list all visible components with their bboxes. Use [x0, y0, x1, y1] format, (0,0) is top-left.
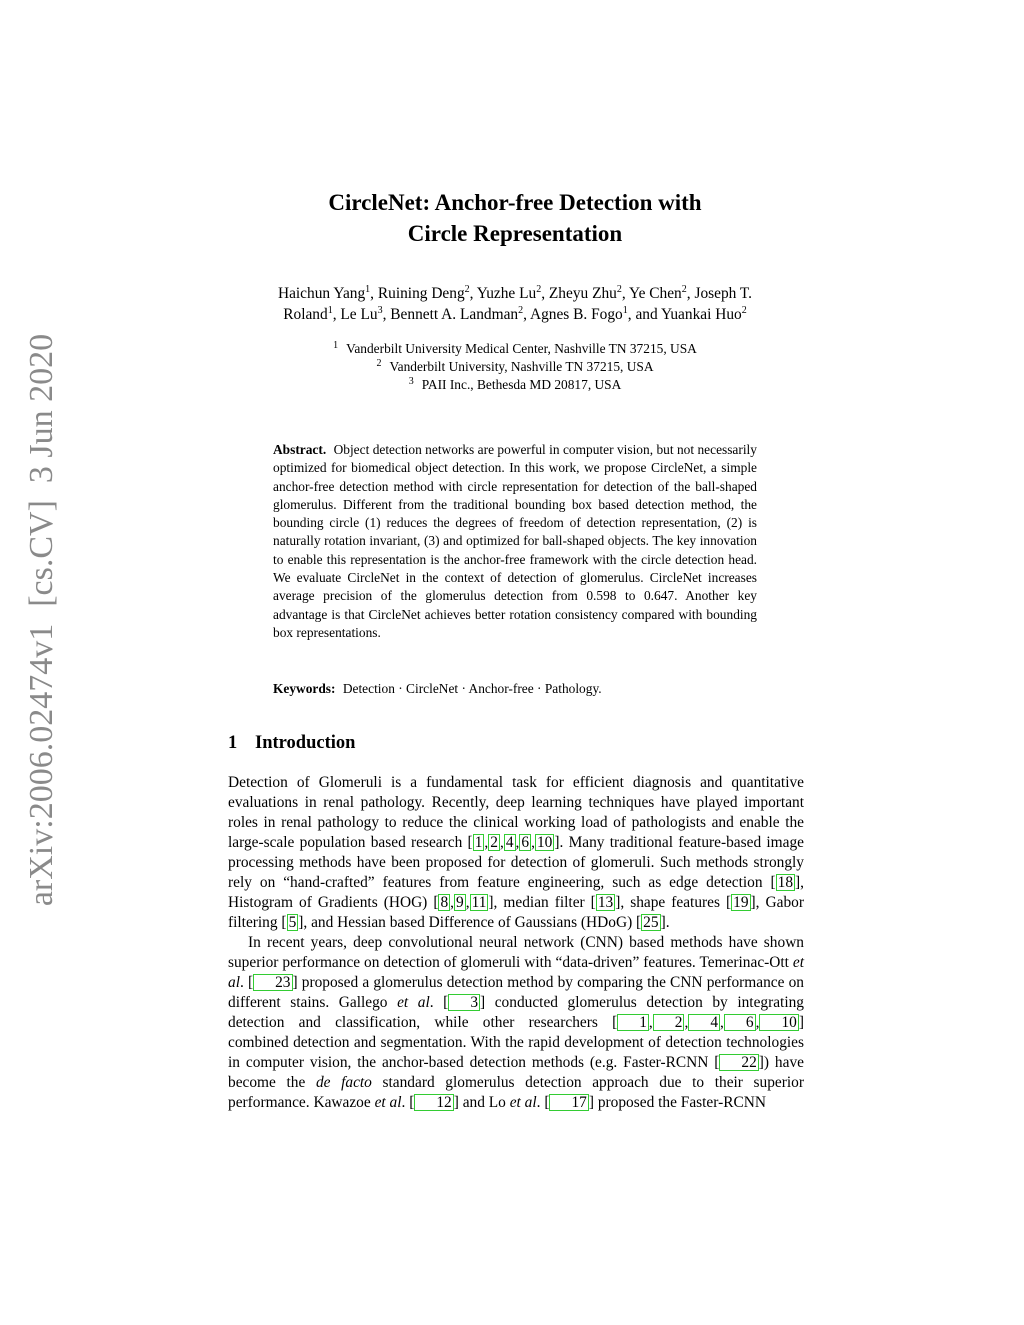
- citation-link[interactable]: 2: [653, 1014, 685, 1031]
- author-line-2: Roland$^1$, Le Lu$^3$, Bennett A. Landman$^2$, Agnes B. Fogo$^1$, and Yuankai Huo$^2$: [283, 304, 747, 323]
- author-affiliation-mark: 2: [741, 304, 747, 316]
- citation-link[interactable]: 22: [719, 1054, 758, 1071]
- author-affiliation-mark: 2: [616, 283, 622, 295]
- citation-link[interactable]: 13: [597, 894, 614, 911]
- citation-link[interactable]: 5: [288, 914, 297, 931]
- section-heading: [228, 731, 355, 755]
- author-name-part: Joseph T.: [694, 285, 753, 302]
- keywords-label: Keywords:: [273, 681, 336, 696]
- citation-link[interactable]: 10: [536, 834, 553, 851]
- arxiv-identifier[interactable]: arXiv:2006.02474v1 [cs.CV] 3 Jun 2020: [23, 333, 60, 907]
- abstract-label: Abstract.: [273, 442, 327, 457]
- author-name: Zheyu Zhu: [548, 285, 617, 302]
- affiliation-list: [228, 340, 802, 394]
- affiliation: $^3$ PAII Inc., Bethesda MD 20817, USA: [408, 375, 622, 392]
- citation-link[interactable]: 19: [733, 894, 749, 911]
- citation-link[interactable]: 1: [617, 1014, 649, 1031]
- author-line-1: Haichun Yang$^1$, Ruining Deng$^2$, Yuzhe Lu$^2$, Zheyu Zhu$^2$, Ye Chen$^2$, Joseph T.: [277, 283, 753, 302]
- intro-paragraph-2: In recent years, deep convolutional neural network (CNN) based methods have shown superior performance on detection of glomeruli with “data-driven” features. Temerinac-Ott et al. [ 23 ] proposed a glomerulus detection method by comparing the CNN performance on different stains. Gallego et al. [ 3 ] conducted glomerulus detection by integrating detection and classification, while other researchers [ 1 , 2 , 4 , 6 , 10 ] combined detection and segmentation. With the rapid development of detection technologies in computer vision, the anchor-based detection methods (e.g. Faster-RCNN [ 22 ]) have become the de facto standard glomerulus detection approach due to their superior performance. Kawazoe et al. [ 12 ] and Lo et al. [ 17 ] proposed the Faster-RCNN: [228, 934, 805, 1111]
- abstract: [273, 441, 757, 642]
- author-affiliation-mark: 2: [464, 283, 470, 295]
- author-affiliation-mark: 1: [327, 304, 333, 316]
- author-name-part: Roland: [283, 306, 328, 323]
- section-number: 1: [228, 733, 238, 753]
- citation-link[interactable]: 17: [549, 1094, 588, 1111]
- intro-paragraph-1: Detection of Glomeruli is a fundamental task for efficient diagnosis and quantitative evaluations in renal pathology. Recently, deep learning techniques have played important roles in renal pathology to reduce the clinical working load of pathologists and enable the large-scale population based research [ 1 , 2 , 4 , 6 , 10 ]. Many traditional feature-based image processing methods have been proposed for detection of glomeruli. Such methods strongly rely on “hand-crafted” features from feature engineering, such as edge detection [ 18 ], Histogram of Gradients (HOG) [ 8 , 9 , 11 ], median filter [ 13 ], shape features [ 19 ], Gabor filtering [ 5 ], and Hessian based Difference of Gaussians (HDoG) [ 25 ].: [228, 774, 805, 931]
- citation-link[interactable]: 1: [474, 834, 483, 851]
- paper-title: [230, 187, 800, 249]
- affiliation: $^1$ Vanderbilt University Medical Center, Nashville TN 37215, USA: [333, 339, 697, 356]
- citation-link[interactable]: 4: [505, 834, 514, 851]
- citation-link[interactable]: 6: [521, 834, 530, 851]
- citation-link[interactable]: 25: [643, 914, 659, 931]
- author-name: Yuzhe Lu: [476, 285, 537, 302]
- author-affiliation-mark: 3: [377, 304, 383, 316]
- author-list: [228, 283, 802, 325]
- author-name: Agnes B. Fogo: [529, 306, 623, 323]
- author-name: Ruining Deng: [377, 285, 465, 302]
- author-affiliation-mark: 1: [365, 283, 371, 295]
- citation-link[interactable]: 6: [724, 1014, 756, 1031]
- author-name: Bennett A. Landman: [390, 306, 519, 323]
- author-affiliation-mark: 1: [622, 304, 628, 316]
- title-line-2: Circle Representation: [407, 221, 623, 246]
- affiliation: $^2$ Vanderbilt University, Nashville TN 37215, USA: [376, 357, 654, 374]
- author-affiliation-mark: 2: [518, 304, 524, 316]
- citation-link[interactable]: 3: [448, 994, 480, 1011]
- keywords-text: Detection · CircleNet · Anchor-free · Pathology.: [342, 681, 602, 696]
- author-name: Ye Chen: [629, 285, 682, 302]
- keywords: [273, 680, 757, 698]
- citation-link[interactable]: 2: [490, 834, 498, 851]
- author-affiliation-mark: 2: [681, 283, 687, 295]
- citation-link[interactable]: 11: [471, 894, 487, 911]
- citation-link[interactable]: 9: [456, 894, 464, 911]
- citation-link[interactable]: 12: [414, 1094, 453, 1111]
- citation-link[interactable]: 18: [777, 874, 794, 891]
- title-line-1: CircleNet: Anchor-free Detection with: [328, 190, 702, 215]
- citation-link[interactable]: 10: [759, 1014, 798, 1031]
- section-title: Introduction: [255, 733, 356, 753]
- author-name: Haichun Yang: [277, 285, 366, 302]
- abstract-text: Object detection networks are powerful in computer vision, but not necessarily optimized for biomedical object detection. In this work, we propose CircleNet, a simple anchor-free detection method with circle representation for detection of the ball-shaped glomerulus. Different from the traditional bounding box based detection method, the bounding circle (1) reduces the degrees of freedom of detection representation, (2) is naturally rotation invariant, (3) and optimized for ball-shaped objects. The key innovation to enable this representation is the anchor-free framework with the circle detection head. We evaluate CircleNet in the context of detection of glomerulus. CircleNet increases average precision of the glomerulus detection from 0.598 to 0.647. Another key advantage is that CircleNet achieves better rotation consistency compared with bounding box representations.: [273, 442, 757, 640]
- citation-link[interactable]: 8: [440, 894, 449, 911]
- citation-link[interactable]: 23: [253, 974, 292, 991]
- author-name: Le Lu: [340, 306, 378, 323]
- citation-link[interactable]: 4: [688, 1014, 720, 1031]
- author-name: Yuankai Huo: [660, 306, 742, 323]
- author-affiliation-mark: 2: [536, 283, 542, 295]
